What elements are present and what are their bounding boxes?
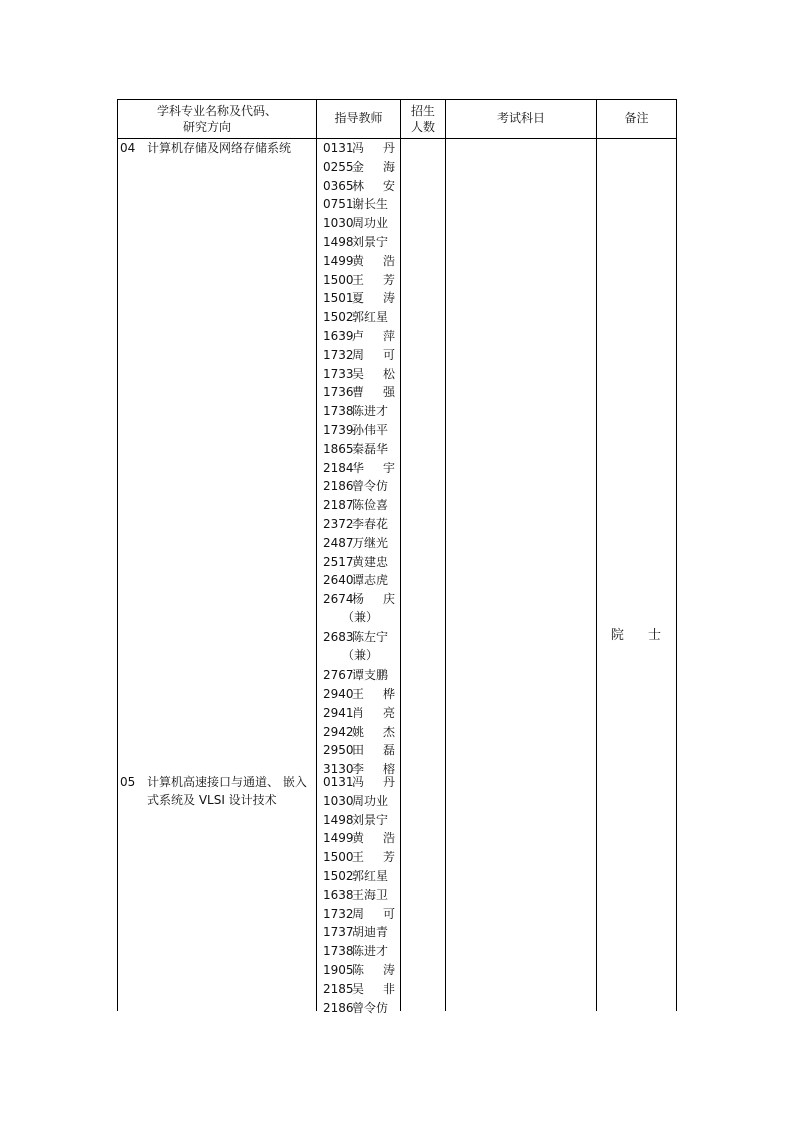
table-top-border bbox=[117, 99, 677, 100]
name-part-last: 强 bbox=[382, 385, 395, 400]
advisor-entry bbox=[323, 811, 395, 829]
advisor-entry bbox=[323, 233, 395, 251]
advisor-entry bbox=[323, 440, 395, 458]
table-right-border bbox=[676, 99, 677, 1011]
name-part-first: 华 bbox=[352, 460, 365, 475]
advisor-note: （兼） bbox=[342, 648, 379, 663]
advisor-name: 曾令仿 bbox=[352, 1000, 389, 1015]
name-part-last: 庆 bbox=[382, 592, 395, 607]
advisor-code: 1733 bbox=[323, 366, 354, 381]
advisor-name: 王海卫 bbox=[352, 887, 389, 902]
advisor-name bbox=[352, 829, 395, 847]
advisor-code: 1498 bbox=[323, 812, 354, 827]
advisor-code: 2767 bbox=[323, 668, 354, 683]
advisor-entry bbox=[323, 139, 395, 157]
advisor-code: 2950 bbox=[323, 743, 354, 758]
direction-name: 计算机存储及网络存储系统 bbox=[147, 141, 292, 155]
name-part-last: 榕 bbox=[382, 762, 395, 777]
advisor-name bbox=[352, 177, 395, 195]
name-part-last: 亮 bbox=[382, 705, 395, 720]
advisor-code: 0255 bbox=[323, 159, 354, 174]
advisor-name bbox=[352, 685, 395, 703]
advisor-code: 2186 bbox=[323, 1000, 354, 1015]
advisor-entry bbox=[323, 459, 395, 477]
advisor-code: 1737 bbox=[323, 925, 354, 940]
name-part-last: 海 bbox=[382, 159, 395, 174]
advisor-name: 陈进才 bbox=[352, 404, 389, 419]
advisor-entry bbox=[323, 271, 395, 289]
advisor-name bbox=[352, 590, 395, 608]
name-part-last: 涛 bbox=[382, 963, 395, 977]
header-remarks: 备注 bbox=[624, 111, 649, 125]
advisor-entry bbox=[323, 848, 395, 866]
name-part-first: 周 bbox=[352, 347, 365, 362]
name-part-last: 可 bbox=[382, 906, 395, 921]
advisor-code: 1865 bbox=[323, 441, 354, 456]
advisor-entry bbox=[323, 980, 395, 998]
advisor-entry bbox=[323, 999, 395, 1017]
advisor-name bbox=[352, 158, 395, 176]
name-part-last: 萍 bbox=[382, 329, 395, 343]
advisor-entry bbox=[323, 867, 395, 885]
advisor-entry bbox=[323, 346, 395, 364]
advisor-name bbox=[352, 271, 395, 289]
advisor-code: 2942 bbox=[323, 724, 354, 739]
name-part-first: 曹 bbox=[352, 385, 365, 400]
header-major-line1: 学科专业名称及代码、 bbox=[156, 104, 277, 118]
advisor-code: 1500 bbox=[323, 850, 354, 865]
table-left-border bbox=[117, 99, 118, 1011]
name-part-last: 丹 bbox=[382, 775, 395, 789]
advisor-entry bbox=[323, 553, 395, 571]
name-part-last: 桦 bbox=[382, 687, 395, 701]
advisor-code: 1499 bbox=[323, 253, 354, 268]
advisor-name: 黄建忠 bbox=[352, 554, 389, 569]
advisor-entry bbox=[323, 308, 395, 326]
advisor-code: 1732 bbox=[323, 347, 354, 362]
col-divider-3 bbox=[445, 99, 446, 1011]
advisor-entry bbox=[323, 421, 395, 439]
advisor-entry bbox=[323, 961, 395, 979]
name-part-last: 可 bbox=[382, 347, 395, 362]
advisor-entry bbox=[323, 477, 395, 495]
name-part-last: 丹 bbox=[382, 141, 395, 155]
name-part-first: 吴 bbox=[352, 981, 365, 996]
advisor-name: 万继光 bbox=[352, 535, 389, 550]
advisor-name bbox=[352, 289, 395, 307]
advisor-entry bbox=[323, 942, 395, 960]
advisor-entry bbox=[323, 741, 395, 759]
advisor-name bbox=[352, 848, 395, 866]
advisor-name: 秦磊华 bbox=[352, 441, 389, 456]
advisor-name bbox=[352, 704, 395, 722]
name-part-last: 松 bbox=[382, 366, 395, 381]
name-part-first: 吴 bbox=[352, 366, 365, 381]
name-part-first: 杨 bbox=[352, 592, 365, 607]
name-part-last: 杰 bbox=[382, 724, 395, 739]
name-part-last: 宇 bbox=[382, 460, 395, 475]
advisor-name: 谭志虎 bbox=[352, 573, 389, 588]
advisor-code: 1736 bbox=[323, 385, 354, 400]
advisor-name: 谭支鹏 bbox=[352, 668, 389, 683]
name-part-first: 黄 bbox=[352, 831, 365, 846]
col-divider-4 bbox=[596, 99, 597, 1011]
advisor-code: 2940 bbox=[323, 687, 354, 701]
advisor-name bbox=[352, 383, 395, 401]
name-part-first: 林 bbox=[352, 178, 365, 193]
advisor-entry bbox=[323, 886, 395, 904]
advisor-name: 陈左宁 bbox=[352, 630, 389, 645]
advisor-entry bbox=[323, 905, 395, 923]
name-part-last: 浩 bbox=[382, 253, 395, 268]
advisor-entry bbox=[323, 723, 395, 741]
advisor-code: 1732 bbox=[323, 906, 354, 921]
advisor-entry bbox=[323, 177, 395, 195]
name-part-first: 李 bbox=[352, 762, 365, 777]
name-part-first: 肖 bbox=[352, 705, 365, 720]
advisor-code: 2487 bbox=[323, 535, 354, 550]
advisor-code: 2184 bbox=[323, 460, 354, 475]
advisor-name: 孙伟平 bbox=[352, 423, 389, 437]
advisor-code: 2372 bbox=[323, 517, 354, 531]
advisor-entry bbox=[323, 773, 395, 791]
advisor-name bbox=[352, 327, 395, 345]
header-major-line2: 研究方向 bbox=[182, 120, 231, 134]
advisor-name: 陈进才 bbox=[352, 944, 389, 959]
header-enroll-line2: 人数 bbox=[410, 120, 435, 134]
name-part-first: 黄 bbox=[352, 253, 365, 268]
advisor-entry bbox=[323, 571, 395, 589]
advisor-name: 郭红星 bbox=[352, 869, 389, 883]
advisor-code: 0131 bbox=[323, 141, 354, 155]
advisor-code: 1030 bbox=[323, 793, 354, 808]
name-part-first: 金 bbox=[352, 159, 365, 174]
name-part-first: 王 bbox=[352, 850, 365, 865]
advisor-name bbox=[352, 961, 395, 979]
advisor-code: 1502 bbox=[323, 310, 354, 325]
advisor-name: 陈俭喜 bbox=[352, 498, 389, 513]
name-part-first: 周 bbox=[352, 906, 365, 921]
name-part-first: 冯 bbox=[352, 775, 365, 789]
header-enroll-line1: 招生 bbox=[410, 104, 435, 118]
advisor-code: 1498 bbox=[323, 235, 354, 249]
advisor-entry bbox=[323, 214, 395, 232]
name-part-last: 芳 bbox=[382, 850, 395, 865]
advisor-entry bbox=[323, 252, 395, 270]
advisor-name bbox=[352, 365, 395, 383]
advisor-entry bbox=[323, 829, 395, 847]
advisor-code: 3130 bbox=[323, 762, 354, 777]
advisor-name bbox=[352, 252, 395, 270]
advisor-entry bbox=[323, 327, 395, 345]
name-part-first: 王 bbox=[352, 272, 365, 287]
name-part-first: 田 bbox=[352, 743, 365, 758]
advisor-code: 0365 bbox=[323, 178, 354, 193]
advisor-code: 1639 bbox=[323, 329, 354, 343]
advisor-code: 2683 bbox=[323, 630, 354, 645]
col-divider-2 bbox=[400, 99, 401, 1011]
header-exam: 考试科日 bbox=[496, 111, 545, 125]
advisor-entry bbox=[323, 195, 395, 213]
name-part-first: 冯 bbox=[352, 141, 365, 155]
advisor-code: 2640 bbox=[323, 573, 354, 588]
direction-name: 计算机高速接口与通道、 嵌入式系统及 VLSI 设计技术 bbox=[147, 775, 307, 807]
advisor-entry bbox=[323, 289, 395, 307]
advisor-entry bbox=[323, 383, 395, 401]
advisor-entry bbox=[323, 365, 395, 383]
advisor-entry bbox=[323, 402, 395, 420]
advisor-entry bbox=[323, 590, 395, 625]
advisor-name bbox=[352, 905, 395, 923]
advisor-code: 0131 bbox=[323, 775, 354, 789]
name-part-last: 浩 bbox=[382, 831, 395, 846]
name-part-last: 安 bbox=[382, 178, 395, 193]
advisor-name bbox=[352, 346, 395, 364]
header-major bbox=[118, 103, 316, 135]
advisor-entry bbox=[323, 515, 395, 533]
advisor-code: 2186 bbox=[323, 479, 354, 494]
advisor-code: 1905 bbox=[323, 963, 354, 977]
advisor-name bbox=[352, 773, 395, 791]
direction-code: 04 bbox=[120, 141, 136, 155]
advisor-name: 周功业 bbox=[352, 793, 389, 808]
name-part-last: 涛 bbox=[382, 291, 395, 306]
advisor-code: 1739 bbox=[323, 423, 354, 437]
advisor-entry bbox=[323, 628, 395, 663]
advisor-name bbox=[352, 980, 395, 998]
advisor-entry bbox=[323, 685, 395, 703]
advisor-name: 李春花 bbox=[352, 517, 389, 531]
name-part-first: 王 bbox=[352, 687, 365, 701]
advisor-entry bbox=[323, 704, 395, 722]
advisor-code: 1502 bbox=[323, 869, 354, 883]
name-part-first: 夏 bbox=[352, 291, 365, 306]
advisor-code: 1501 bbox=[323, 291, 354, 306]
name-part-first: 陈 bbox=[352, 963, 365, 977]
advisor-code: 2185 bbox=[323, 981, 354, 996]
remark-academician: 院 士 bbox=[610, 628, 662, 643]
advisor-code: 2187 bbox=[323, 498, 354, 513]
advisor-code: 2941 bbox=[323, 705, 354, 720]
advisor-name: 胡迪青 bbox=[352, 925, 389, 940]
advisor-name bbox=[352, 459, 395, 477]
name-part-first: 卢 bbox=[352, 329, 365, 343]
advisor-code: 1738 bbox=[323, 944, 354, 959]
advisor-name bbox=[352, 741, 395, 759]
advisor-entry bbox=[323, 534, 395, 552]
advisor-name bbox=[352, 723, 395, 741]
advisor-code: 1499 bbox=[323, 831, 354, 846]
advisor-name: 谢长生 bbox=[352, 197, 389, 212]
advisor-name: 曾令仿 bbox=[352, 479, 389, 494]
name-part-last: 磊 bbox=[382, 743, 395, 758]
advisor-code: 2517 bbox=[323, 554, 354, 569]
advisor-name: 郭红星 bbox=[352, 310, 389, 325]
advisor-code: 0751 bbox=[323, 197, 354, 212]
name-part-last: 芳 bbox=[382, 272, 395, 287]
advisor-code: 2674 bbox=[323, 592, 354, 607]
advisor-entry bbox=[323, 923, 395, 941]
advisor-name: 刘景宁 bbox=[352, 812, 389, 827]
advisor-code: 1638 bbox=[323, 887, 354, 902]
advisor-entry bbox=[323, 496, 395, 514]
advisor-name bbox=[352, 139, 395, 157]
header-advisor: 指导教师 bbox=[334, 111, 383, 125]
header-enroll bbox=[401, 103, 445, 135]
advisor-note: （兼） bbox=[342, 610, 379, 625]
col-divider-1 bbox=[316, 99, 317, 1011]
advisor-name: 刘景宁 bbox=[352, 235, 389, 249]
advisor-name: 周功业 bbox=[352, 216, 389, 231]
direction-code: 05 bbox=[120, 775, 136, 789]
advisor-entry bbox=[323, 666, 395, 684]
advisor-entry bbox=[323, 158, 395, 176]
name-part-last: 非 bbox=[382, 981, 395, 996]
name-part-first: 姚 bbox=[352, 724, 365, 739]
advisor-code: 1738 bbox=[323, 404, 354, 419]
advisor-code: 1500 bbox=[323, 272, 354, 287]
advisor-entry bbox=[323, 792, 395, 810]
advisor-code: 1030 bbox=[323, 216, 354, 231]
